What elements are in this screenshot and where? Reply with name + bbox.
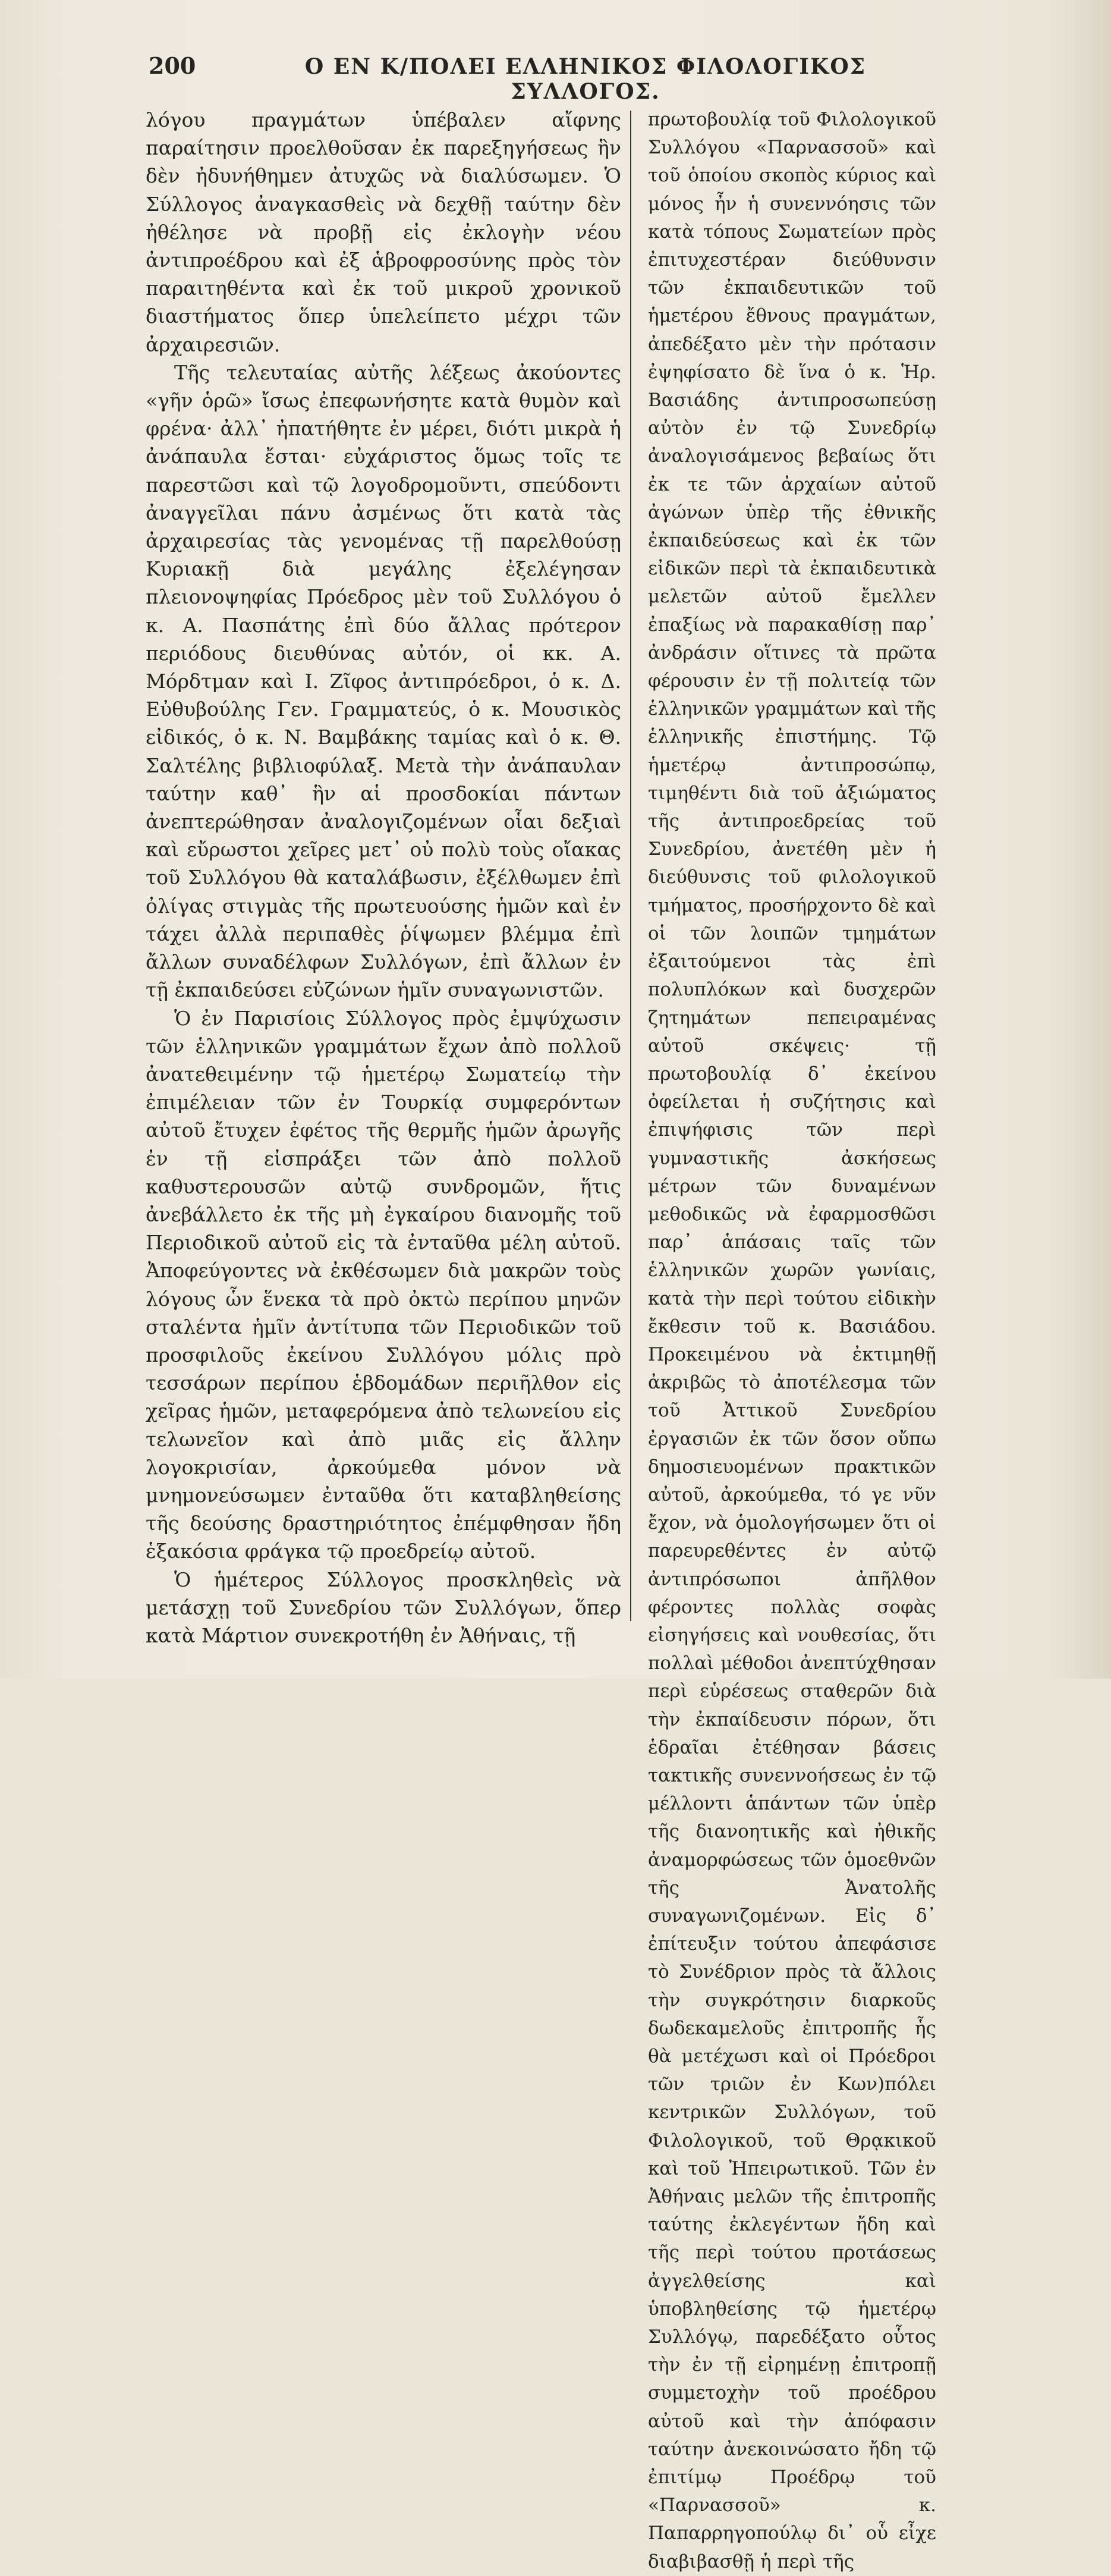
right-column xyxy=(648,106,936,2572)
left-paragraph-3: Ὁ ἐν Παρισίοις Σύλλογος πρὸς ἐμψύχωσιν τῶν ἑλληνικῶν γραμμάτων ἔχων ἀπὸ πολλοῦ ἀνατεθειμένην τῷ ἡμετέρῳ Σωματείῳ τὴν ἐπιμέλειαν τῶν ἐν Τουρκίᾳ συμφερόντων αὐτοῦ ἔτυχεν ἐφέτος τῆς θερμῆς ἡμῶν ἀρωγῆς ἐν τῇ εἰσπράξει τῶν ἀπὸ πολλοῦ καθυστερουσῶν αὐτῷ συνδρομῶν, ἥτις ἀνεβάλλετο ἐκ τῆς μὴ ἐγκαίρου διανομῆς τοῦ Περιοδικοῦ αὐτοῦ εἰς τὰ ἐνταῦθα μέλη αὐτοῦ. Ἀποφεύγοντες νὰ ἐκθέσωμεν διὰ μακρῶν τοὺς λόγους ὧν ἕνεκα τὰ πρὸ ὀκτὼ περίπου μηνῶν σταλέντα ἡμῖν ἀντίτυπα τῶν Περιοδικῶν τοῦ προσφιλοῦς ἐκείνου Συλλόγου μόλις πρὸ τεσσάρων περίπου ἑβδομάδων περιῆλθον εἰς χεῖρας ἡμῶν, μεταφερόμενα ἀπὸ τελωνείου εἰς τελωνεῖον καὶ ἀπὸ μιᾶς εἰς ἄλλην λογοκρισίαν, ἀρκούμεθα μόνον νὰ μνημονεύσωμεν ἐνταῦθα ὅτι καταβληθείσης τῆς δεούσης δραστηριότητος ἐπέμφθησαν ἤδη ἑξακόσια φράγκα τῷ προεδρείῳ αὐτοῦ. xyxy=(146,1006,621,1563)
left-paragraph-4: Ὁ ἡμέτερος Σύλλογος προσκληθεὶς νὰ μετάσχῃ τοῦ Συνεδρίου τῶν Συλλόγων, ὅπερ κατὰ Μάρτιον συνεκροτήθη ἐν Ἀθήναις, τῇ xyxy=(146,1567,621,1647)
left-paragraph-1: λόγου πραγμάτων ὑπέβαλεν αἴφνης παραίτησιν προελθοῦσαν ἐκ παρεξηγήσεως ἣν δὲν ἠδυνήθημεν ἀτυχῶς νὰ διαλύσωμεν. Ὁ Σύλλογος ἀναγκασθεὶς νὰ δεχθῇ ταύτην δὲν ἠθέλησε νὰ προβῇ εἰς ἐκλογὴν νέου ἀντιπροέδρου καὶ ἐξ ἁβροφροσύνης πρὸς τὸν παραιτηθέντα καὶ ἐκ τοῦ μικροῦ χρονικοῦ διαστήματος ὅπερ ὑπελείπετο μέχρι τῶν ἀρχαιρεσιῶν. xyxy=(146,108,621,356)
page-header xyxy=(149,52,921,104)
page-number: 200 xyxy=(149,52,196,79)
left-paragraph-2: Τῆς τελευταίας αὐτῆς λέξεως ἀκούοντες «γῆν ὁρῶ» ἴσως ἐπεφωνήσητε κατὰ θυμὸν καὶ φρένα· ἀλλ᾿ ἠπατήθητε ἐν μέρει, διότι μικρὰ ἡ ἀνάπαυλα ἔσται· εὐχάριστος ὅμως τοῖς τε παρεστῶσι καὶ τῷ λογοδρομοῦντι, σπεύδοντι ἀναγγεῖλαι πάνυ ἀσμένως ὅτι κατὰ τὰς ἀρχαιρεσίας τὰς γενομένας τῇ παρελθούσῃ Κυριακῇ διὰ μεγάλης ἐξελέγησαν πλειονοψηφίας Πρόεδρος μὲν τοῦ Συλλόγου ὁ κ. Α. Πασπάτης ἐπὶ δύο ἄλλας πρότερον περιόδους διευθύνας αὐτόν, οἱ κκ. Α. Μόρδτμαν καὶ Ι. Ζῖφος ἀντιπρόεδροι, ὁ κ. Δ. Εὐθυβούλης Γεν. Γραμματεύς, ὁ κ. Μουσικὸς εἰδικός, ὁ κ. Ν. Βαμβάκης ταμίας καὶ ὁ κ. Θ. Σαλτέλης βιβλιοφύλαξ. Μετὰ τὴν ἀνάπαυλαν ταύτην καθ᾿ ἣν αἱ προσδοκίαι πάντων ἀνεπτερώθησαν ἀναλογιζομένων οἷαι δεξιαὶ καὶ εὔρωστοι χεῖρες μετ᾿ οὐ πολὺ τοὺς οἴακας τοῦ Συλλόγου θὰ καταλάβωσιν, ἐξέλθωμεν ἐπὶ ὀλίγας στιγμὰς τῆς πρωτευούσης ἡμῶν καὶ ἐν τάχει ἀλλὰ περιπαθὲς ῥίψωμεν βλέμμα ἐπὶ ἄλλων συναδέλφων Συλλόγων, ἐπὶ ἄλλων ἐν τῇ ἐκπαιδεύσει εὐζώνων ἡμῖν συναγωνιστῶν. xyxy=(146,360,621,1002)
left-column xyxy=(146,106,621,1647)
running-title: Ο ΕΝ Κ/ΠΟΛΕΙ ΕΛΛΗΝΙΚΟΣ ΦΙΛΟΛΟΓΙΚΟΣ ΣΥΛΛΟΓΟΣ. xyxy=(304,54,867,104)
right-paragraph-1: πρωτοβουλίᾳ τοῦ Φιλολογικοῦ Συλλόγου «Παρνασσοῦ» καὶ τοῦ ὁποίου σκοπὸς κύριος καὶ μόνος ἦν ἡ συνεννόησις τῶν κατὰ τόπους Σωματείων πρὸς ἐπιτυχεστέραν διεύθυνσιν τῶν ἐκπαιδευτικῶν τοῦ ἡμετέρου ἔθνους πραγμάτων, ἀπεδέξατο μὲν τὴν πρότασιν ἐψηφίσατο δὲ ἵνα ὁ κ. Ἡρ. Βασιάδης ἀντιπροσωπεύσῃ αὐτὸν ἐν τῷ Συνεδρίῳ ἀναλογισάμενος βεβαίως ὅτι ἐκ τε τῶν ἀρχαίων αὐτοῦ ἀγώνων ὑπὲρ τῆς ἐθνικῆς ἐκπαιδεύσεως καὶ ἐκ τῶν εἰδικῶν περὶ τὰ ἐκπαιδευτικὰ μελετῶν αὐτοῦ ἔμελλεν ἐπαξίως νὰ παρακαθίσῃ παρ᾿ ἀνδράσιν οἵτινες τὰ πρῶτα φέρουσιν ἐν τῇ πολιτείᾳ τῶν ἑλληνικῶν γραμμάτων καὶ τῆς ἑλληνικῆς ἐπιστήμης. Τῷ ἡμετέρῳ ἀντιπροσώπῳ, τιμηθέντι διὰ τοῦ ἀξιώματος τῆς ἀντιπροεδρείας τοῦ Συνεδρίου, ἀνετέθη μὲν ἡ διεύθυνσις τοῦ φιλολογικοῦ τμήματος, προσήρχοντο δὲ καὶ οἱ τῶν λοιπῶν τμημάτων ἐξαιτούμενοι τὰς ἐπὶ πολυπλόκων καὶ δυσχερῶν ζητημάτων πεπειραμένας αὐτοῦ σκέψεις· τῇ πρωτοβουλίᾳ δ᾿ ἐκείνου ὀφείλεται ἡ συζήτησις καὶ ἐπιψήφισις τῶν περὶ γυμναστικῆς ἀσκήσεως μέτρων τῶν δυναμένων μεθοδικῶς νὰ ἐφαρμοσθῶσι παρ᾿ ἁπάσαις ταῖς τῶν ἑλληνικῶν χωρῶν γωνίαις, κατὰ τὴν περὶ τούτου εἰδικὴν ἔκθεσιν τοῦ κ. Βασιάδου. Προκειμένου νὰ ἐκτιμηθῇ ἀκριβῶς τὸ ἀποτέλεσμα τῶν τοῦ Ἀττικοῦ Συνεδρίου ἐργασιῶν ἐκ τῶν ὅσον οὔπω δημοσιευομένων πρακτικῶν αὐτοῦ, ἀρκούμεθα, τό γε νῦν ἔχον, νὰ ὁμολογήσωμεν ὅτι οἱ παρευρεθέντες ἐν αὐτῷ ἀντιπρόσωποι ἀπῆλθον φέροντες πολλὰς σοφὰς εἰσηγήσεις καὶ νουθεσίας, ὅτι πολλαὶ μέθοδοι ἀνεπτύχθησαν περὶ εὑρέσεως σταθερῶν διὰ τὴν ἐκπαίδευσιν πόρων, ὅτι ἑδραῖαι ἐτέθησαν βάσεις τακτικῆς συνεννοήσεως ἐν τῷ μέλλοντι ἁπάντων τῶν ὑπὲρ τῆς διανοητικῆς καὶ ἠθικῆς ἀναμορφώσεως τῶν ὁμοεθνῶν τῆς Ἀνατολῆς συναγωνιζομένων. Εἰς δ᾿ ἐπίτευξιν τούτου ἀπεφάσισε τὸ Συνέδριον πρὸς τὰ ἄλλοις τὴν συγκρότησιν διαρκοῦς δωδεκαμελοῦς ἐπιτροπῆς ἧς θὰ μετέχωσι καὶ οἱ Πρόεδροι τῶν τριῶν ἐν Κων)πόλει κεντρικῶν Συλλόγων, τοῦ Φιλολογικοῦ, τοῦ Θρᾳκικοῦ καὶ τοῦ Ἠπειρωτικοῦ. Τῶν ἐν Ἀθήναις μελῶν τῆς ἐπιτροπῆς ταύτης ἐκλεγέντων ἤδη καὶ τῆς περὶ τούτου προτάσεως ἀγγελθείσης καὶ ὑποβληθείσης τῷ ἡμετέρῳ Συλλόγῳ, παρεδέξατο οὗτος τὴν ἐν τῇ εἰρημένῃ ἐπιτροπῇ συμμετοχὴν τοῦ προέδρου αὐτοῦ καὶ τὴν ἀπόφασιν ταύτην ἀνεκοινώσατο ἤδη τῷ ἐπιτίμῳ Προέδρῳ τοῦ «Παρνασσοῦ» κ. Παπαρρηγοπούλῳ δι᾿ οὗ εἶχε διαβιβασθῇ ἡ περὶ τῆς xyxy=(648,109,936,2572)
column-divider xyxy=(630,111,631,1621)
